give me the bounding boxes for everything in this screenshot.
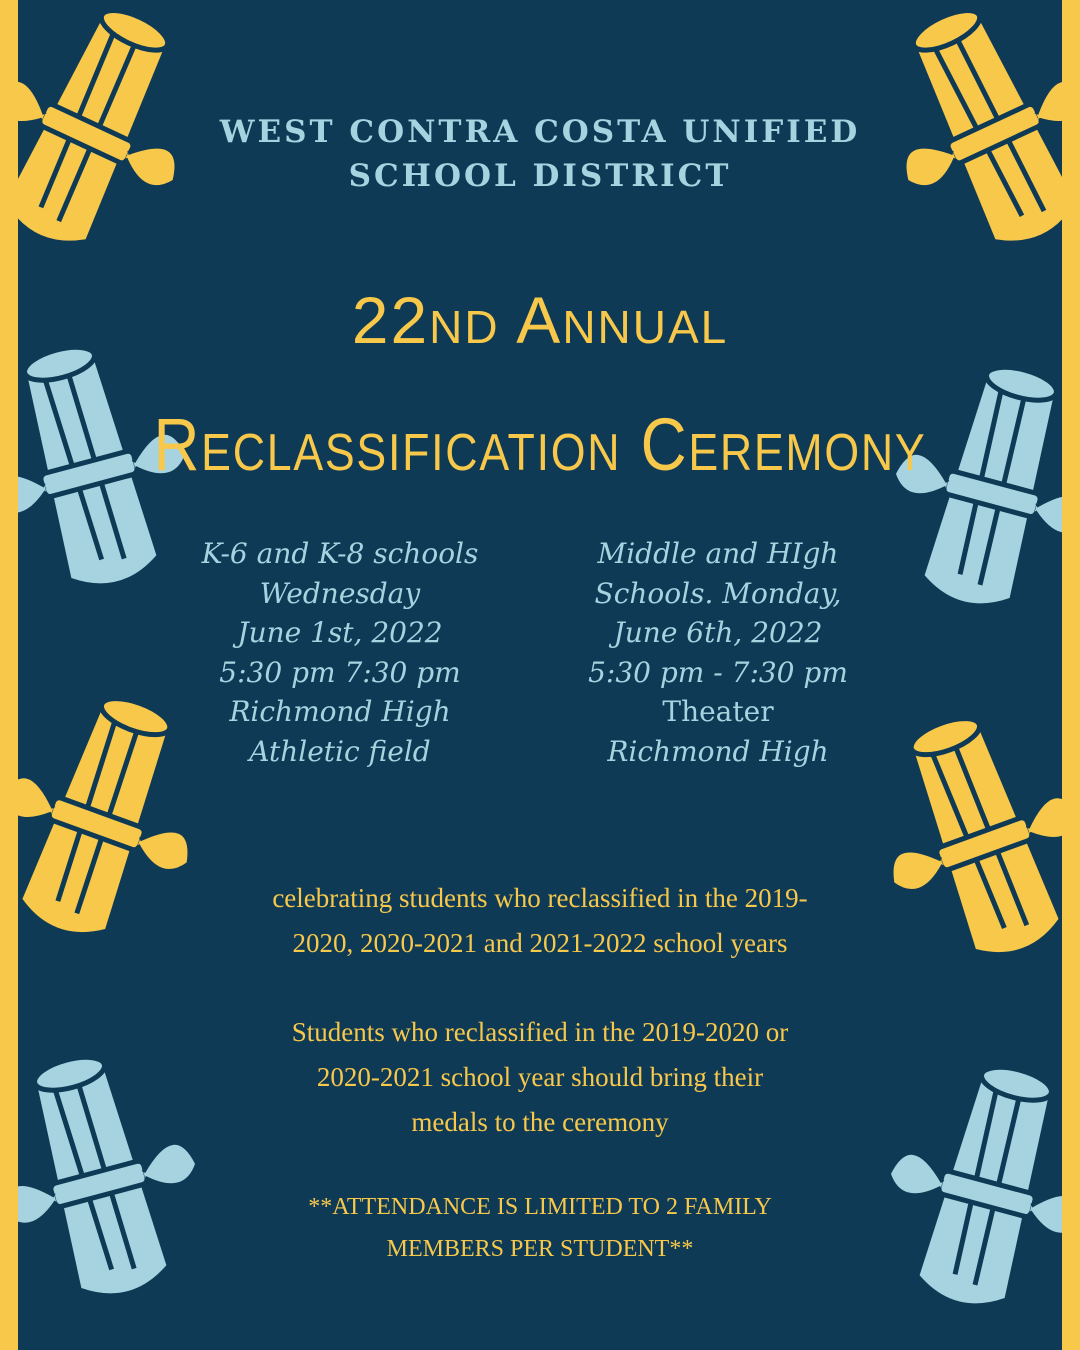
event-line: Wednesday bbox=[259, 576, 421, 610]
event-line: Theater bbox=[662, 695, 774, 728]
event-line: Richmond High bbox=[607, 734, 829, 768]
poster bbox=[18, 0, 1062, 1350]
event-line: Schools. Monday, bbox=[594, 576, 842, 610]
event-line: June 6th, 2022 bbox=[613, 616, 823, 649]
celebrating-text bbox=[168, 876, 912, 966]
attendance-note bbox=[168, 1186, 912, 1270]
text-line: Students who reclassified in the 2019-2020 or bbox=[291, 1017, 789, 1047]
event-line: 5:30 pm 7:30 pm bbox=[219, 655, 461, 689]
event-line: K-6 and K-8 schools bbox=[201, 537, 479, 570]
event-line: Middle and HIgh bbox=[597, 537, 839, 570]
medals-note bbox=[168, 1010, 912, 1145]
text-line: **ATTENDANCE IS LIMITED TO 2 FAMILY bbox=[308, 1194, 772, 1220]
event-line: Athletic field bbox=[249, 734, 431, 768]
event-line: June 1st, 2022 bbox=[237, 616, 443, 649]
text-line: celebrating students who reclassified in the 2019- bbox=[272, 883, 808, 913]
elementary-event-details bbox=[160, 534, 520, 771]
event-title-line2: Reclassification Ceremony bbox=[153, 403, 927, 486]
event-title-line1: 22nd Annual bbox=[351, 283, 729, 357]
secondary-event-details bbox=[538, 534, 898, 771]
district-name-line2: SCHOOL DISTRICT bbox=[348, 158, 732, 194]
text-line: medals to the ceremony bbox=[411, 1107, 669, 1137]
text-line: 2020, 2020-2021 and 2021-2022 school years bbox=[292, 928, 788, 958]
event-line: 5:30 pm - 7:30 pm bbox=[588, 655, 848, 689]
text-line: 2020-2021 school year should bring their bbox=[316, 1062, 764, 1092]
text-line: MEMBERS PER STUDENT** bbox=[386, 1236, 694, 1262]
event-line: Richmond High bbox=[229, 695, 451, 728]
district-name-line1: WEST CONTRA COSTA UNIFIED bbox=[219, 114, 861, 150]
